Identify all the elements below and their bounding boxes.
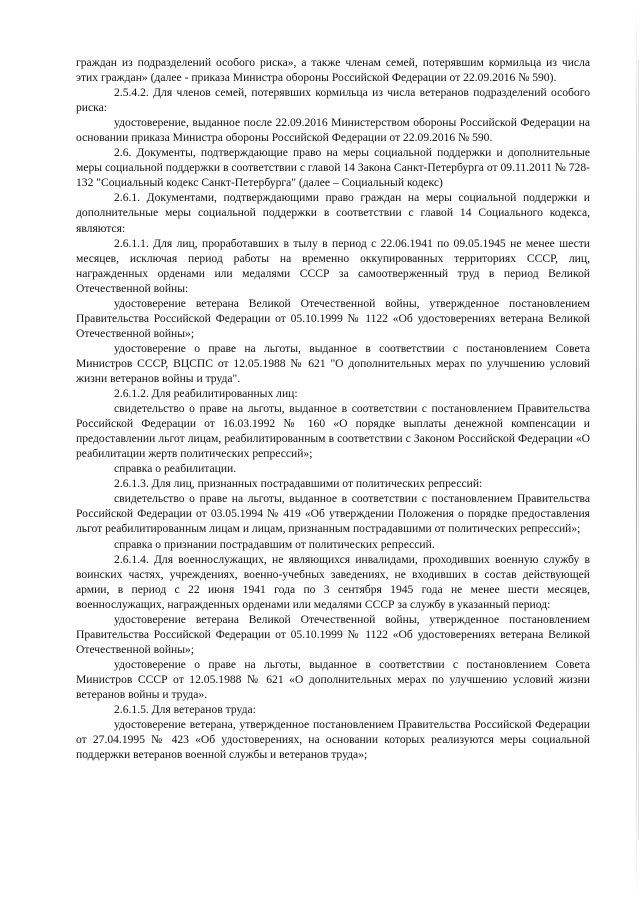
paragraph-2-5-4-2: 2.5.4.2. Для членов семей, потерявших кормильца из числа ветеранов подразделений особого риска: xyxy=(76,86,590,115)
paragraph-benefits-certificate-2: удостоверение о праве на льготы, выданное в соответствии с постановлением Совета Министров СССР от 12.05.1988 № 621 «О дополнительных мерах по улучшению условий жизни ветеранов войны и труда». xyxy=(76,657,590,701)
paragraph-2-6-1-3: 2.6.1.3. Для лиц, признанных пострадавшими от политических репрессий: xyxy=(114,477,483,491)
paragraph-rehabilitation-reference: справка о реабилитации. xyxy=(114,462,237,476)
paragraph-2-6-1-4: 2.6.1.4. Для военнослужащих, не являющихся инвалидами, проходивших военную службу в воинских частях, учреждениях, военно-учебных заведениях, не входивших в состав действующей армии, в период с 22 июня 1941 года по 3 сентября 1945 года не менее шести месяцев, военнослужащих, награжденных орденами или медалями СССР за службу в указанный период: xyxy=(76,552,590,611)
scan-border-shadow xyxy=(638,60,639,840)
paragraph-wwii-veteran-certificate: удостоверение ветерана Великой Отечественной войны, утвержденное постановлением Правительства Российской Федерации от 05.10.1999 № 1122 «Об удостоверениях ветерана Великой Отечественной войны»; xyxy=(76,296,590,340)
paragraph-2-6-1-1: 2.6.1.1. Для лиц, проработавших в тылу в период с 22.06.1941 по 09.05.1945 не менее шести месяцев, исключая период работы на временно оккупированных территориях СССР, лиц, награжденных орденами или медалями СССР за самоотверженный труд в период Великой Отечественной войны: xyxy=(76,236,590,295)
paragraph-2-6-1-5: 2.6.1.5. Для ветеранов труда: xyxy=(114,703,256,717)
paragraph-certificate-mod: удостоверение, выданное после 22.09.2016 Министерством обороны Российской Федерации на основании приказа Министра обороны Российской Федерации от 22.09.2016 № 590. xyxy=(76,116,590,145)
paragraph-wwii-veteran-certificate-2: удостоверение ветерана Великой Отечественной войны, утвержденное постановлением Правительства Российской Федерации от 05.10.1999 № 1122 «Об удостоверениях ветерана Великой Отечественной войны»; xyxy=(76,612,590,656)
paragraph-2-6-1: 2.6.1. Документами, подтверждающими право граждан на меры социальной поддержки и дополнительные меры социальной поддержки в соответствии с главой 14 Социального кодекса, являются: xyxy=(76,191,590,235)
paragraph-repression-reference: справка о признании пострадавшим от политических репрессий. xyxy=(114,537,435,551)
paragraph-2-6: 2.6. Документы, подтверждающие право на меры социальной поддержки и дополнительные меры социальной поддержки в соответствии с главой 14 Закона Санкт-Петербурга от 09.11.2011 № 728-132 "Социальный кодекс Санкт-Петербурга" (далее – Социальный кодекс) xyxy=(76,146,590,190)
scan-border-line xyxy=(636,0,637,905)
paragraph-continuation: граждан из подразделений особого риска», а также членам семей, потерявшим кормильца из числа этих граждан» (далее - приказа Министра обороны Российской Федерации от 22.09.2016 № 590). xyxy=(76,56,590,85)
paragraph-2-6-1-2: 2.6.1.2. Для реабилитированных лиц: xyxy=(114,387,298,401)
paragraph-repression-certificate: свидетельство о праве на льготы, выданное в соответствии с постановлением Правительства Российской Федерации от 03.05.1994 № 419 «Об утверждении Положения о порядке предоставления льгот реабилитированным лицам и лицам, признанным пострадавшими от политических репрессий»; xyxy=(76,492,590,536)
paragraph-labour-veteran-certificate: удостоверение ветерана, утвержденное постановлением Правительства Российской Федерации от 27.04.1995 № 423 «Об удостоверениях, на основании которых реализуются меры социальной поддержки ветеранов военной службы и ветеранов труда»; xyxy=(76,718,590,762)
paragraph-benefits-certificate: удостоверение о праве на льготы, выданное в соответствии с постановлением Совета Министров СССР, ВЦСПС от 12.05.1988 № 621 "О дополнительных мерах по улучшению условий жизни ветеранов войны и труда". xyxy=(76,341,590,385)
paragraph-rehabilitation-certificate: свидетельство о праве на льготы, выданное в соответствии с постановлением Правительства Российской Федерации от 16.03.1992 № 160 «О порядке выплаты денежной компенсации и предоставлении льгот лицам, реабилитированным в соответствии с Законом Российской Федерации «О реабилитации жертв политических репрессий»; xyxy=(76,402,590,461)
document-body xyxy=(76,55,590,762)
